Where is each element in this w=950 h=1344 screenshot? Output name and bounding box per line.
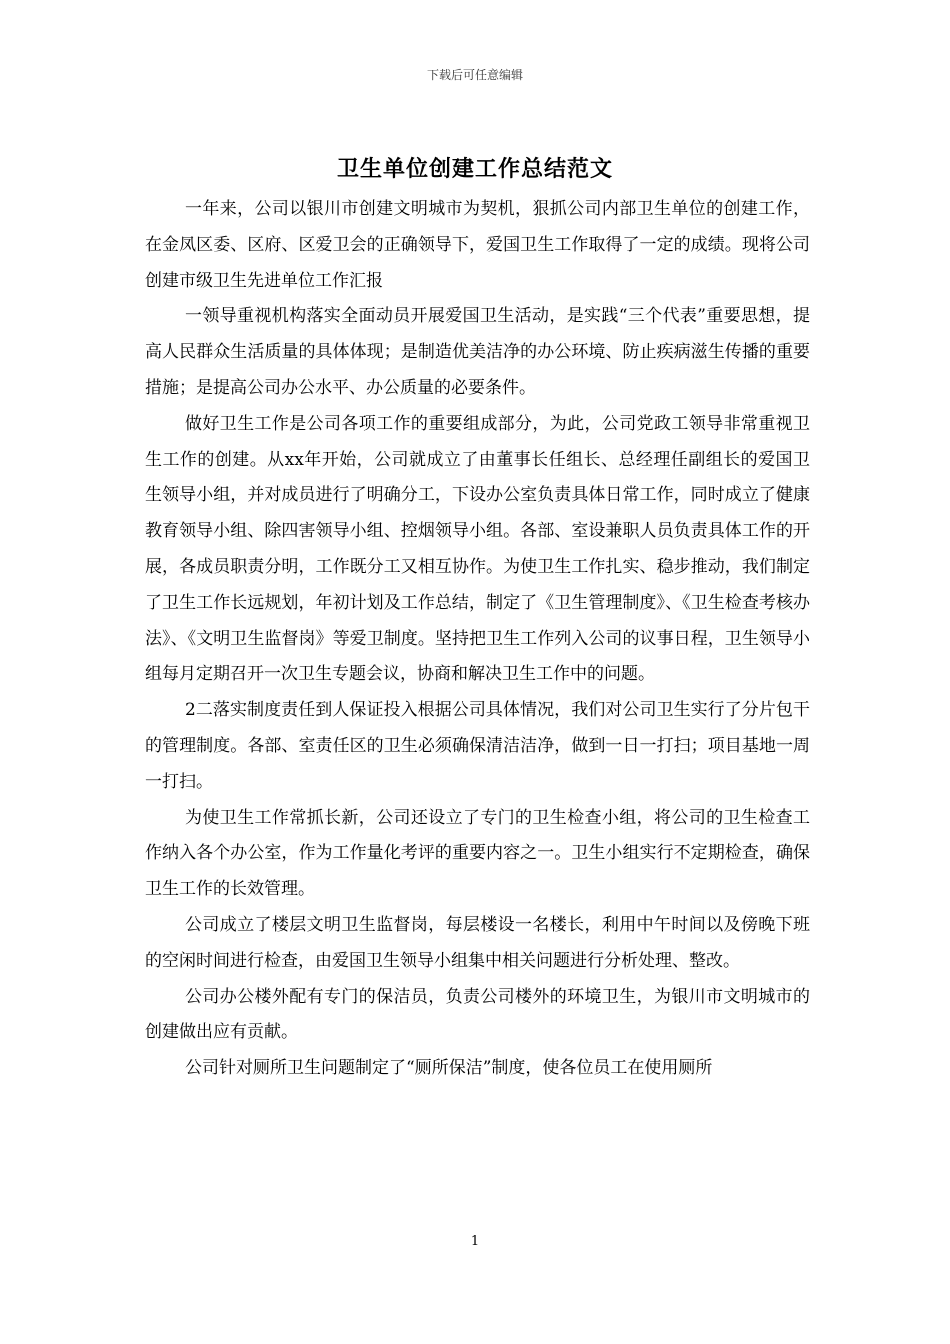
- page-header: 下载后可任意编辑: [426, 68, 523, 82]
- paragraph: 公司成立了楼层文明卫生监督岗，每层楼设一名楼长，利用中午时间以及傍晚下班的空闲时间进行检查，由爱国卫生领导小组集中相关问题进行分析处理、整改。: [145, 914, 810, 971]
- paragraph: 为使卫生工作常抓长新，公司还设立了专门的卫生检查小组，将公司的卫生检查工作纳入各个办公室，作为工作量化考评的重要内容之一。卫生小组实行不定期检查，确保卫生工作的长效管理。: [145, 807, 810, 900]
- page-number: 1: [470, 1234, 480, 1249]
- paragraph: 公司针对厕所卫生问题制定了“厕所保洁”制度，使各位员工在使用厕所: [185, 1058, 713, 1079]
- document-body: [145, 192, 810, 1087]
- paragraph: 一年来，公司以银川市创建文明城市为契机，狠抓公司内部卫生单位的创建工作，在金凤区委、区府、区爱卫会的正确领导下，爱国卫生工作取得了一定的成绩。现将公司创建市级卫生先进单位工作汇报: [145, 199, 810, 291]
- paragraph: 公司办公楼外配有专门的保洁员，负责公司楼外的环境卫生，为银川市文明城市的创建做出应有贡献。: [145, 986, 810, 1043]
- paragraph: 做好卫生工作是公司各项工作的重要组成部分，为此，公司党政工领导非常重视卫生工作的创建。从xx年开始，公司就成立了由董事长任组长、总经理任副组长的爱国卫生领导小组，并对成员进行了明确分工，下设办公室负责具体日常工作，同时成立了健康教育领导小组、除四害领导小组、控烟领导小组。各部、室设兼职人员负责具体工作的开展，各成员职责分明，工作既分工又相互协作。为使卫生工作扎实、稳步推动，我们制定了卫生工作长远规划，年初计划及工作总结，制定了《卫生管理制度》、《卫生检查考核办法》、《文明卫生监督岗》等爱卫制度。坚持把卫生工作列入公司的议事日程，卫生领导小组每月定期召开一次卫生专题会议，协商和解决卫生工作中的问题。: [145, 413, 810, 685]
- paragraph: 2二落实制度责任到人保证投入根据公司具体情况，我们对公司卫生实行了分片包干的管理制度。各部、室责任区的卫生必须确保清洁洁净，做到一日一打扫；项目基地一周一打扫。: [145, 700, 810, 792]
- document-title: 卫生单位创建工作总结范文: [336, 156, 613, 182]
- paragraph: 一领导重视机构落实全面动员开展爱国卫生活动，是实践“三个代表”重要思想，提高人民群众生活质量的具体体现；是制造优美洁净的办公环境、防止疾病滋生传播的重要措施；是提高公司办公水平、办公质量的必要条件。: [145, 306, 810, 398]
